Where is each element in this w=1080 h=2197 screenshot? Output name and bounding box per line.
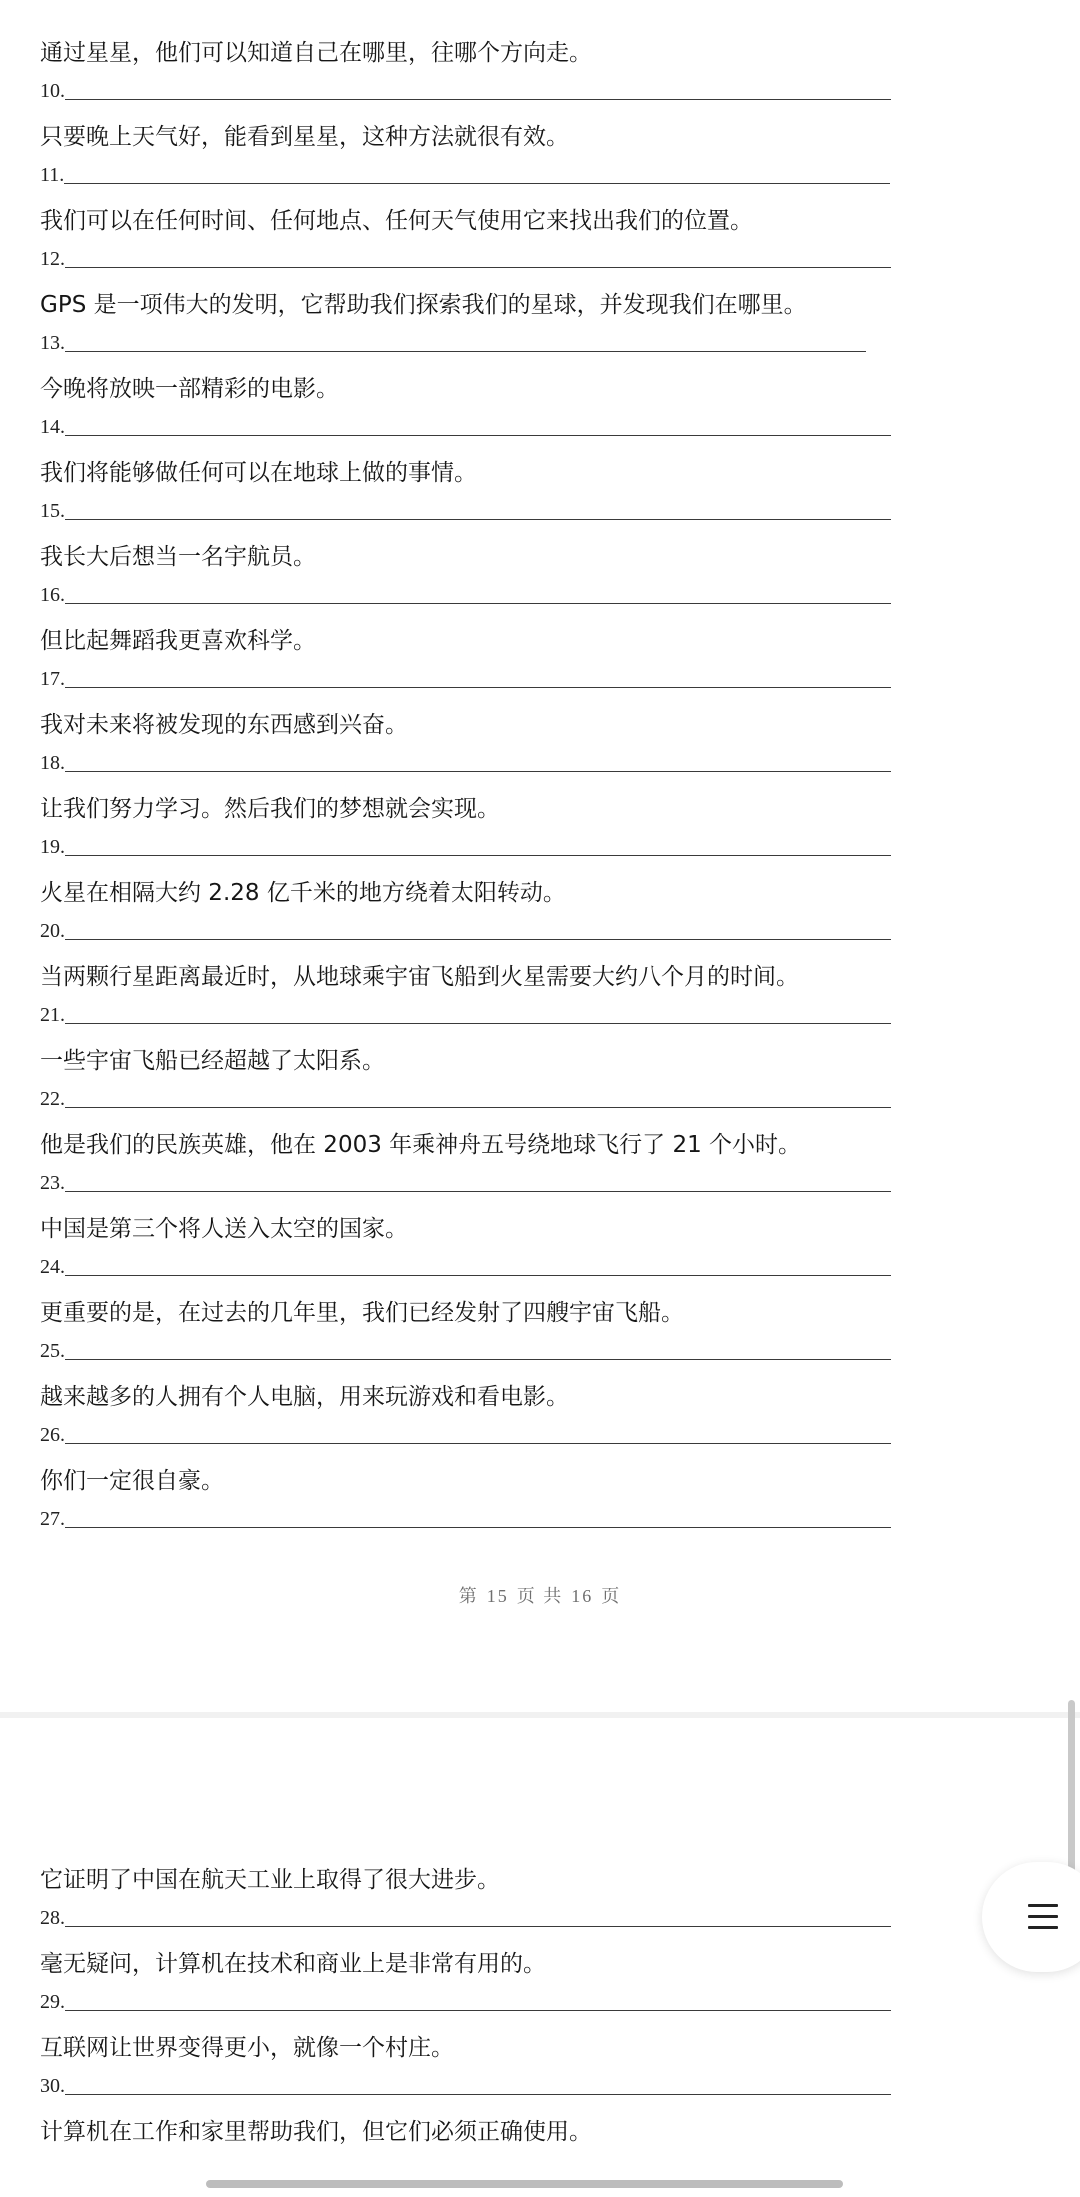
answer-line[interactable]: [40, 498, 891, 522]
answer-underline: [64, 183, 890, 184]
sentence-text: 一些宇宙飞船已经超越了太阳系。: [40, 1048, 385, 1074]
answer-underline: [65, 1107, 891, 1108]
sentence-text: 火星在相隔大约 2.28 亿千米的地方绕着太阳转动。: [40, 880, 566, 906]
answer-line[interactable]: [40, 750, 891, 774]
answer-line[interactable]: [40, 1086, 891, 1110]
answer-underline: [65, 1443, 891, 1444]
answer-line[interactable]: [40, 834, 891, 858]
sentence-text: GPS 是一项伟大的发明，它帮助我们探索我们的星球，并发现我们在哪里。: [40, 292, 807, 318]
sentence-text: 计算机在工作和家里帮助我们，但它们必须正确使用。: [40, 2119, 592, 2145]
answer-line[interactable]: [40, 1170, 891, 1194]
footer-prefix: 第: [458, 1586, 479, 1606]
sentence-text: 他是我们的民族英雄，他在 2003 年乘神舟五号绕地球飞行了 21 个小时。: [40, 1132, 802, 1158]
question-number: 15.: [40, 500, 65, 522]
footer-current-page: 15: [486, 1586, 509, 1606]
answer-underline: [65, 519, 891, 520]
answer-underline: [65, 771, 891, 772]
hamburger-menu-icon: [1028, 1904, 1058, 1930]
sentence-text: 它证明了中国在航天工业上取得了很大进步。: [40, 1867, 500, 1893]
question-number: 29.: [40, 1991, 65, 2013]
answer-line[interactable]: [40, 330, 866, 354]
sentence-text: 互联网让世界变得更小，就像一个村庄。: [40, 2035, 454, 2061]
answer-line[interactable]: [40, 666, 891, 690]
sentence-text: 更重要的是，在过去的几年里，我们已经发射了四艘宇宙飞船。: [40, 1300, 684, 1326]
answer-line[interactable]: [40, 78, 891, 102]
footer-middle: 页 共: [516, 1586, 564, 1606]
question-number: 10.: [40, 80, 65, 102]
answer-line[interactable]: [40, 1905, 891, 1929]
question-number: 30.: [40, 2075, 65, 2097]
answer-underline: [65, 267, 891, 268]
question-number: 27.: [40, 1508, 65, 1530]
answer-line[interactable]: [40, 1506, 891, 1530]
answer-underline: [65, 1359, 891, 1360]
sentence-text: 你们一定很自豪。: [40, 1468, 224, 1494]
answer-underline: [65, 435, 891, 436]
answer-line[interactable]: [40, 582, 891, 606]
sentence-text: 毫无疑问，计算机在技术和商业上是非常有用的。: [40, 1951, 546, 1977]
sentence-text: 让我们努力学习。然后我们的梦想就会实现。: [40, 796, 500, 822]
answer-underline: [65, 939, 891, 940]
sentence-text: 只要晚上天气好，能看到星星，这种方法就很有效。: [40, 124, 569, 150]
answer-line[interactable]: [40, 1254, 891, 1278]
question-number: 12.: [40, 248, 65, 270]
question-number: 17.: [40, 668, 65, 690]
question-number: 25.: [40, 1340, 65, 1362]
answer-line[interactable]: [40, 414, 891, 438]
answer-line[interactable]: [40, 162, 890, 186]
document-page-16: [0, 1718, 1080, 2197]
question-number: 24.: [40, 1256, 65, 1278]
answer-line[interactable]: [40, 1338, 891, 1362]
answer-underline: [65, 1023, 891, 1024]
sentence-text: 我长大后想当一名宇航员。: [40, 544, 316, 570]
question-number: 26.: [40, 1424, 65, 1446]
sentence-text: 当两颗行星距离最近时，从地球乘宇宙飞船到火星需要大约八个月的时间。: [40, 964, 799, 990]
sentence-text: 我们将能够做任何可以在地球上做的事情。: [40, 460, 477, 486]
answer-underline: [65, 1527, 891, 1528]
question-number: 21.: [40, 1004, 65, 1026]
sentence-text: 越来越多的人拥有个人电脑，用来玩游戏和看电影。: [40, 1384, 569, 1410]
answer-line[interactable]: [40, 1002, 891, 1026]
answer-line[interactable]: [40, 2073, 891, 2097]
sentence-text: 今晚将放映一部精彩的电影。: [40, 376, 339, 402]
sentence-text: 但比起舞蹈我更喜欢科学。: [40, 628, 316, 654]
sentence-text: 我们可以在任何时间、任何地点、任何天气使用它来找出我们的位置。: [40, 208, 753, 234]
answer-underline: [65, 687, 891, 688]
answer-line[interactable]: [40, 1989, 891, 2013]
answer-underline: [65, 1926, 891, 1927]
home-indicator: [206, 2180, 843, 2188]
answer-underline: [65, 2094, 891, 2095]
question-number: 13.: [40, 332, 65, 354]
question-number: 22.: [40, 1088, 65, 1110]
answer-underline: [65, 351, 866, 352]
sentence-text: 中国是第三个将人送入太空的国家。: [40, 1216, 408, 1242]
answer-underline: [65, 1191, 891, 1192]
question-number: 28.: [40, 1907, 65, 1929]
sentence-text: 我对未来将被发现的东西感到兴奋。: [40, 712, 408, 738]
question-number: 23.: [40, 1172, 65, 1194]
answer-line[interactable]: [40, 918, 891, 942]
answer-line[interactable]: [40, 1422, 891, 1446]
answer-underline: [65, 855, 891, 856]
footer-suffix: 页: [601, 1586, 622, 1606]
answer-underline: [65, 1275, 891, 1276]
question-number: 11.: [40, 164, 65, 186]
answer-underline: [65, 603, 891, 604]
question-number: 18.: [40, 752, 65, 774]
question-number: 20.: [40, 920, 65, 942]
footer-total-pages: 16: [571, 1586, 594, 1606]
sentence-text: 通过星星，他们可以知道自己在哪里，往哪个方向走。: [40, 40, 592, 66]
page-footer: [0, 1582, 1080, 1608]
answer-underline: [65, 2010, 891, 2011]
question-number: 16.: [40, 584, 65, 606]
answer-underline: [65, 99, 891, 100]
question-number: 14.: [40, 416, 65, 438]
answer-line[interactable]: [40, 246, 891, 270]
question-number: 19.: [40, 836, 65, 858]
